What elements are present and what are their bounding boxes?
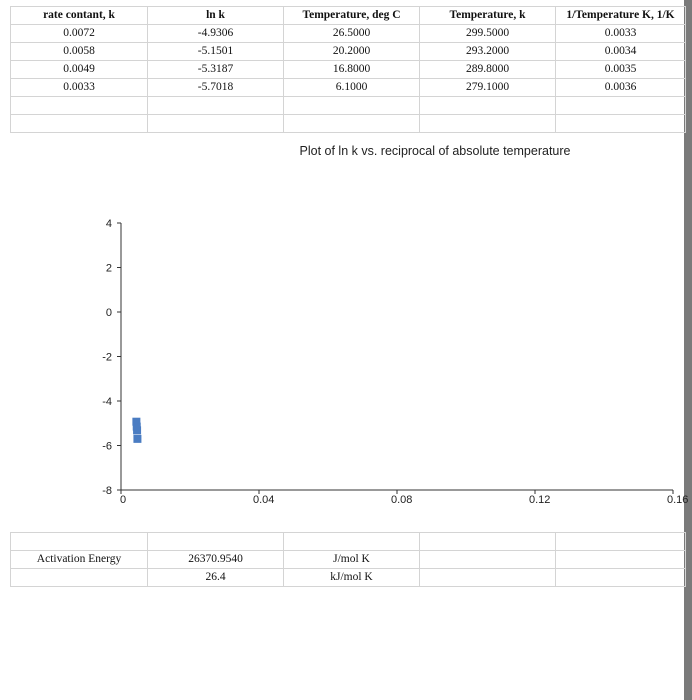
table-cell[interactable]: 279.1000 [420,79,556,97]
spreadsheet-bottom [10,532,685,587]
activation-energy-kj-value[interactable]: 26.4 [148,569,284,587]
header-row [11,7,686,25]
table-cell[interactable]: -4.9306 [148,25,284,43]
empty-cell[interactable] [11,533,148,551]
y-tick-label: 4 [105,218,112,230]
empty-cell[interactable] [556,551,686,569]
table-cell[interactable]: -5.3187 [148,61,284,79]
scatter-chart [10,137,689,532]
chart-title: Plot of ln k vs. reciprocal of absolute temperature [299,144,571,158]
empty-cell[interactable] [148,97,284,115]
empty-cell[interactable] [420,533,556,551]
activation-energy-kj-unit[interactable]: kJ/mol K [284,569,420,587]
activation-energy-unit[interactable]: J/mol K [284,551,420,569]
header-cell[interactable]: ln k [148,7,284,25]
table-cell[interactable]: 289.8000 [420,61,556,79]
table-row [11,43,686,61]
y-tick-label: -6 [102,440,112,453]
table-cell[interactable]: 0.0072 [11,25,148,43]
empty-cell[interactable] [11,115,148,133]
table-cell[interactable]: 293.2000 [420,43,556,61]
header-cell[interactable]: Temperature, deg C [284,7,420,25]
empty-row [11,115,686,133]
empty-cell[interactable] [420,551,556,569]
results-table [10,532,686,587]
header-cell[interactable]: rate contant, k [11,7,148,25]
empty-cell[interactable] [420,569,556,587]
table-cell[interactable]: 0.0049 [11,61,148,79]
table-cell[interactable]: 0.0036 [556,79,686,97]
table-cell[interactable]: 0.0033 [11,79,148,97]
empty-row [11,97,686,115]
table-cell[interactable]: -5.7018 [148,79,284,97]
data-point[interactable] [133,426,141,434]
activation-energy-value[interactable]: 26370.9540 [148,551,284,569]
empty-cell[interactable] [556,97,686,115]
table-row [11,61,686,79]
table-cell[interactable]: 0.0033 [556,25,686,43]
y-tick-label: 2 [105,262,112,275]
table-row [11,79,686,97]
empty-cell[interactable] [420,97,556,115]
empty-cell[interactable] [148,115,284,133]
y-tick-label: 0 [105,307,112,319]
table-cell[interactable]: 6.1000 [284,79,420,97]
x-tick-label: 0 [119,494,127,506]
data-table [10,6,686,133]
table-cell[interactable]: 0.0058 [11,43,148,61]
table-cell[interactable]: 20.2000 [284,43,420,61]
y-tick-label: -2 [102,351,112,364]
y-tick-label: -8 [102,485,112,497]
axis-ticks [102,218,688,506]
empty-cell[interactable] [556,569,686,587]
empty-cell[interactable] [148,533,284,551]
x-tick-label: 0.16 [667,494,689,506]
empty-cell[interactable] [556,115,686,133]
table-cell[interactable]: 299.5000 [420,25,556,43]
table-row [11,551,686,569]
x-tick-label: 0.08 [391,494,413,506]
empty-cell[interactable] [420,115,556,133]
empty-cell[interactable] [284,97,420,115]
spreadsheet-top [10,6,685,133]
chart-area[interactable] [10,137,689,532]
empty-cell[interactable] [11,97,148,115]
table-row [11,533,686,551]
table-cell[interactable]: 0.0035 [556,61,686,79]
header-cell[interactable]: 1/Temperature K, 1/K [556,7,686,25]
activation-energy-label[interactable]: Activation Energy [11,551,148,569]
x-tick-label: 0.12 [529,494,551,506]
table-row [11,25,686,43]
empty-cell[interactable] [284,115,420,133]
table-cell[interactable]: 26.5000 [284,25,420,43]
table-row [11,569,686,587]
data-point[interactable] [133,435,141,443]
empty-cell[interactable] [284,533,420,551]
table-cell[interactable]: 0.0034 [556,43,686,61]
table-cell[interactable]: 16.8000 [284,61,420,79]
y-tick-label: -4 [102,396,112,408]
empty-cell[interactable] [11,569,148,587]
header-cell[interactable]: Temperature, k [420,7,556,25]
x-tick-label: 0.04 [253,494,275,506]
table-cell[interactable]: -5.1501 [148,43,284,61]
empty-cell[interactable] [556,533,686,551]
data-points [132,418,141,443]
